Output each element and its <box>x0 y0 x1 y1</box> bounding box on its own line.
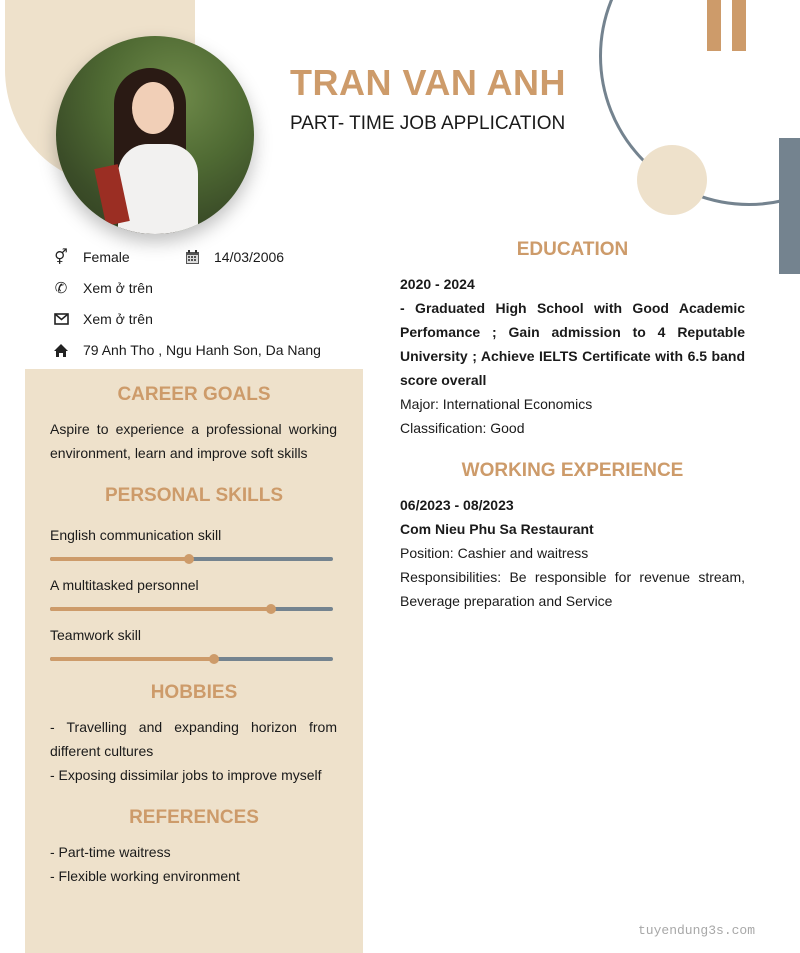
references-title: REFERENCES <box>129 807 259 828</box>
decorative-bar <box>707 0 721 51</box>
skill-label: English communication skill <box>50 527 222 543</box>
slider-fill <box>50 557 189 561</box>
phone-icon: ✆ <box>54 280 68 297</box>
reference-item: - Part-time waitress <box>50 844 171 860</box>
decorative-side-bar <box>779 138 800 274</box>
slider-fill <box>50 657 214 661</box>
slider-fill <box>50 607 271 611</box>
slider-knob <box>184 554 194 564</box>
home-icon <box>52 341 70 359</box>
skill-item <box>50 573 337 611</box>
skill-label: Teamwork skill <box>50 627 142 643</box>
experience-title: WORKING EXPERIENCE <box>461 460 684 481</box>
skill-label: A multitasked personnel <box>50 577 199 593</box>
mail-icon <box>52 310 70 328</box>
dob-group <box>183 248 284 266</box>
gender-value: Female <box>83 249 130 265</box>
hobby-item: - Travelling and expanding horizon from different cultures <box>50 719 337 759</box>
career-goals-title: CAREER GOALS <box>117 384 271 405</box>
slider-knob <box>209 654 219 664</box>
contact-row-phone <box>52 279 153 297</box>
photo-face <box>132 82 174 134</box>
skill-slider-teamwork <box>50 657 333 661</box>
career-goals-text: Aspire to experience a professional working environment, learn and improve soft skills <box>50 421 337 461</box>
watermark: tuyendung3s.com <box>638 923 756 938</box>
reference-item: - Flexible working environment <box>50 868 240 884</box>
contact-row-address <box>52 341 321 359</box>
education-achievements: - Graduated High School with Good Academic Perfomance ; Gain admission to 4 Reputable University ; Achieve IELTS Certificate with 6.5 band score overall <box>400 300 745 388</box>
skills-list <box>50 523 337 661</box>
calendar-icon <box>183 248 201 266</box>
education-classification: Classification: Good <box>400 420 525 436</box>
education-major: Major: International Economics <box>400 396 593 412</box>
photo-body <box>118 144 198 234</box>
application-title: PART- TIME JOB APPLICATION <box>290 113 566 134</box>
left-panel <box>25 369 363 953</box>
profile-photo <box>56 36 254 234</box>
education-title: EDUCATION <box>516 239 629 260</box>
skills-title: PERSONAL SKILLS <box>104 485 284 506</box>
skill-item <box>50 623 337 661</box>
hobby-item: - Exposing dissimilar jobs to improve myself <box>50 767 322 783</box>
skill-item <box>50 523 337 561</box>
decorative-dot <box>637 145 707 215</box>
experience-period: 06/2023 - 08/2023 <box>400 497 514 513</box>
hobbies-title: HOBBIES <box>150 682 238 703</box>
hobbies-list <box>50 715 337 787</box>
slider-knob <box>266 604 276 614</box>
contact-row-gender <box>52 248 284 266</box>
gender-icon: ⚥ <box>54 249 68 266</box>
address-value: 79 Anh Tho , Ngu Hanh Son, Da Nang <box>83 342 321 358</box>
skill-slider-multitask <box>50 607 333 611</box>
experience-position: Position: Cashier and waitress <box>400 545 589 561</box>
candidate-name: TRAN VAN ANH <box>290 62 566 103</box>
education-period: 2020 - 2024 <box>400 276 475 292</box>
references-list <box>50 840 337 888</box>
decorative-bar <box>732 0 746 51</box>
phone-value: Xem ở trên <box>83 280 153 296</box>
experience-responsibilities: Responsibilities: Be responsible for revenue stream, Beverage preparation and Service <box>400 569 745 609</box>
education-section <box>400 272 745 440</box>
skill-slider-english <box>50 557 333 561</box>
experience-section <box>400 493 745 613</box>
experience-company: Com Nieu Phu Sa Restaurant <box>400 521 594 537</box>
email-value: Xem ở trên <box>83 311 153 327</box>
contact-row-email <box>52 310 153 328</box>
dob-value: 14/03/2006 <box>214 249 285 265</box>
